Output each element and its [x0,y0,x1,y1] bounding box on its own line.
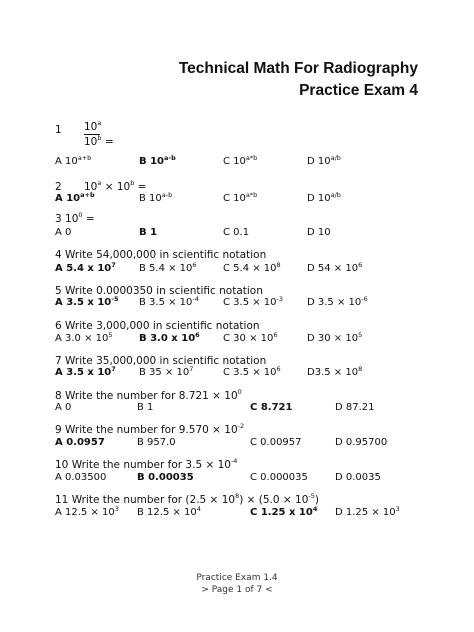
q8-answer-d: D 87.21 [335,402,375,413]
q9-answer-a: A 0.0957 [55,437,105,448]
question-8-prompt: 8 Write the number for $8.721 \times 10^0$ [55,388,242,402]
document-title: Technical Math For Radiography [178,60,418,77]
q11-answer-c: C 1.25 x $10^4$ [250,505,318,518]
q9-answer-b: B 957.0 [137,437,176,448]
q8-answer-b: B 1 [137,402,154,413]
q2-answer-d: D $10^{a/b}$ [307,191,341,204]
q11-answer-b: B $12.5 \times 10^4$ [137,505,201,518]
question-10-prompt: 10 Write the number for $3.5 \times 10^{-4}$ [55,457,238,471]
q7-answer-d: $D3.5 \times 10^8$ [307,365,363,378]
q3-answer-a: A 0 [55,227,72,238]
q5-answer-d: D $3.5 \times 10^{-6}$ [307,295,368,308]
footer-exam-label: Practice Exam 1.4 [196,573,278,583]
document-subtitle: Practice Exam 4 [299,82,418,99]
q3-answer-c: C 0.1 [223,227,250,238]
q1-answer-b: B 10$^{a-b}$ [139,154,176,167]
q11-answer-d: D $1.25 \times 10^3$ [335,505,400,518]
q3-answer-d: D 10 [307,227,331,238]
q10-answer-b: B 0.00035 [137,472,194,483]
q1-answer-c: C $10^{a*b}$ [223,154,258,167]
q5-answer-b: B $3.5 \times 10^{-4}$ [139,295,199,308]
question-1-numerator: 10$^a$ [84,119,102,133]
q6-answer-b: B 3.0 x $10^6$ [139,331,200,344]
q9-answer-c: C 0.00957 [250,437,302,448]
footer-page-number: > Page 1 of 7 < [201,585,273,595]
q8-answer-c: C 8.721 [250,402,293,413]
q9-answer-d: D 0.95700 [335,437,388,448]
q3-answer-b: B 1 [139,227,158,238]
q4-answer-b: B $5.4 \times 10^6$ [139,261,197,274]
question-4-prompt: 4 Write 54,000,000 in scientific notation [55,249,267,261]
q7-answer-a: A 3.5 x $10^7$ [55,365,116,378]
question-2-prompt: $10^a \times 10^b$ = [84,179,147,193]
q6-answer-a: A $3.0 \times 10^5$ [55,331,113,344]
q6-answer-c: C $30 \times 10^6$ [223,331,278,344]
q11-answer-a: A $12.5 \times 10^3$ [55,505,119,518]
q2-answer-c: C $10^{a*b}$ [223,191,258,204]
q10-answer-d: D 0.0035 [335,472,381,483]
question-7-prompt: 7 Write 35,000,000 in scientific notation [55,355,267,367]
q5-answer-c: C $3.5 \times 10^{-3}$ [223,295,284,308]
q5-answer-a: A 3.5 x $10^{-5}$ [55,295,119,308]
q2-answer-a: A $10^{a+b}$ [55,191,95,204]
q7-answer-b: B $35 \times 10^7$ [139,365,194,378]
q4-answer-a: A 5.4 x $10^7$ [55,261,116,274]
q4-answer-c: C $5.4 \times 10^8$ [223,261,281,274]
q1-answer-d: D $10^{a/b}$ [307,154,341,167]
q4-answer-d: D $54 \times 10^6$ [307,261,363,274]
question-11-prompt: 11 Write the number for $(2.5 \times 10^8) \times (5.0 \times 10^{-5})$ [55,492,319,506]
question-1-number: 1 [55,124,62,136]
question-1-denominator: $10^b$ = [84,134,114,148]
question-2-number: 2 [55,181,62,193]
q10-answer-c: C 0.000035 [250,472,308,483]
question-5-prompt: 5 Write 0.0000350 in scientific notation [55,285,263,297]
question-6-prompt: 6 Write 3,000,000 in scientific notation [55,320,260,332]
question-9-prompt: 9 Write the number for $9.570 \times 10^{-2}$ [55,422,245,436]
q1-answer-a: A $10^{a+b}$ [55,154,92,167]
q7-answer-c: C $3.5 \times 10^6$ [223,365,281,378]
q6-answer-d: D $30 \times 10^5$ [307,331,363,344]
q10-answer-a: A 0.03500 [55,472,107,483]
question-3-prompt: 3 $10^0$ = [55,211,95,225]
q2-answer-b: B 10$^{a-b}$ [139,191,173,204]
q8-answer-a: A 0 [55,402,72,413]
